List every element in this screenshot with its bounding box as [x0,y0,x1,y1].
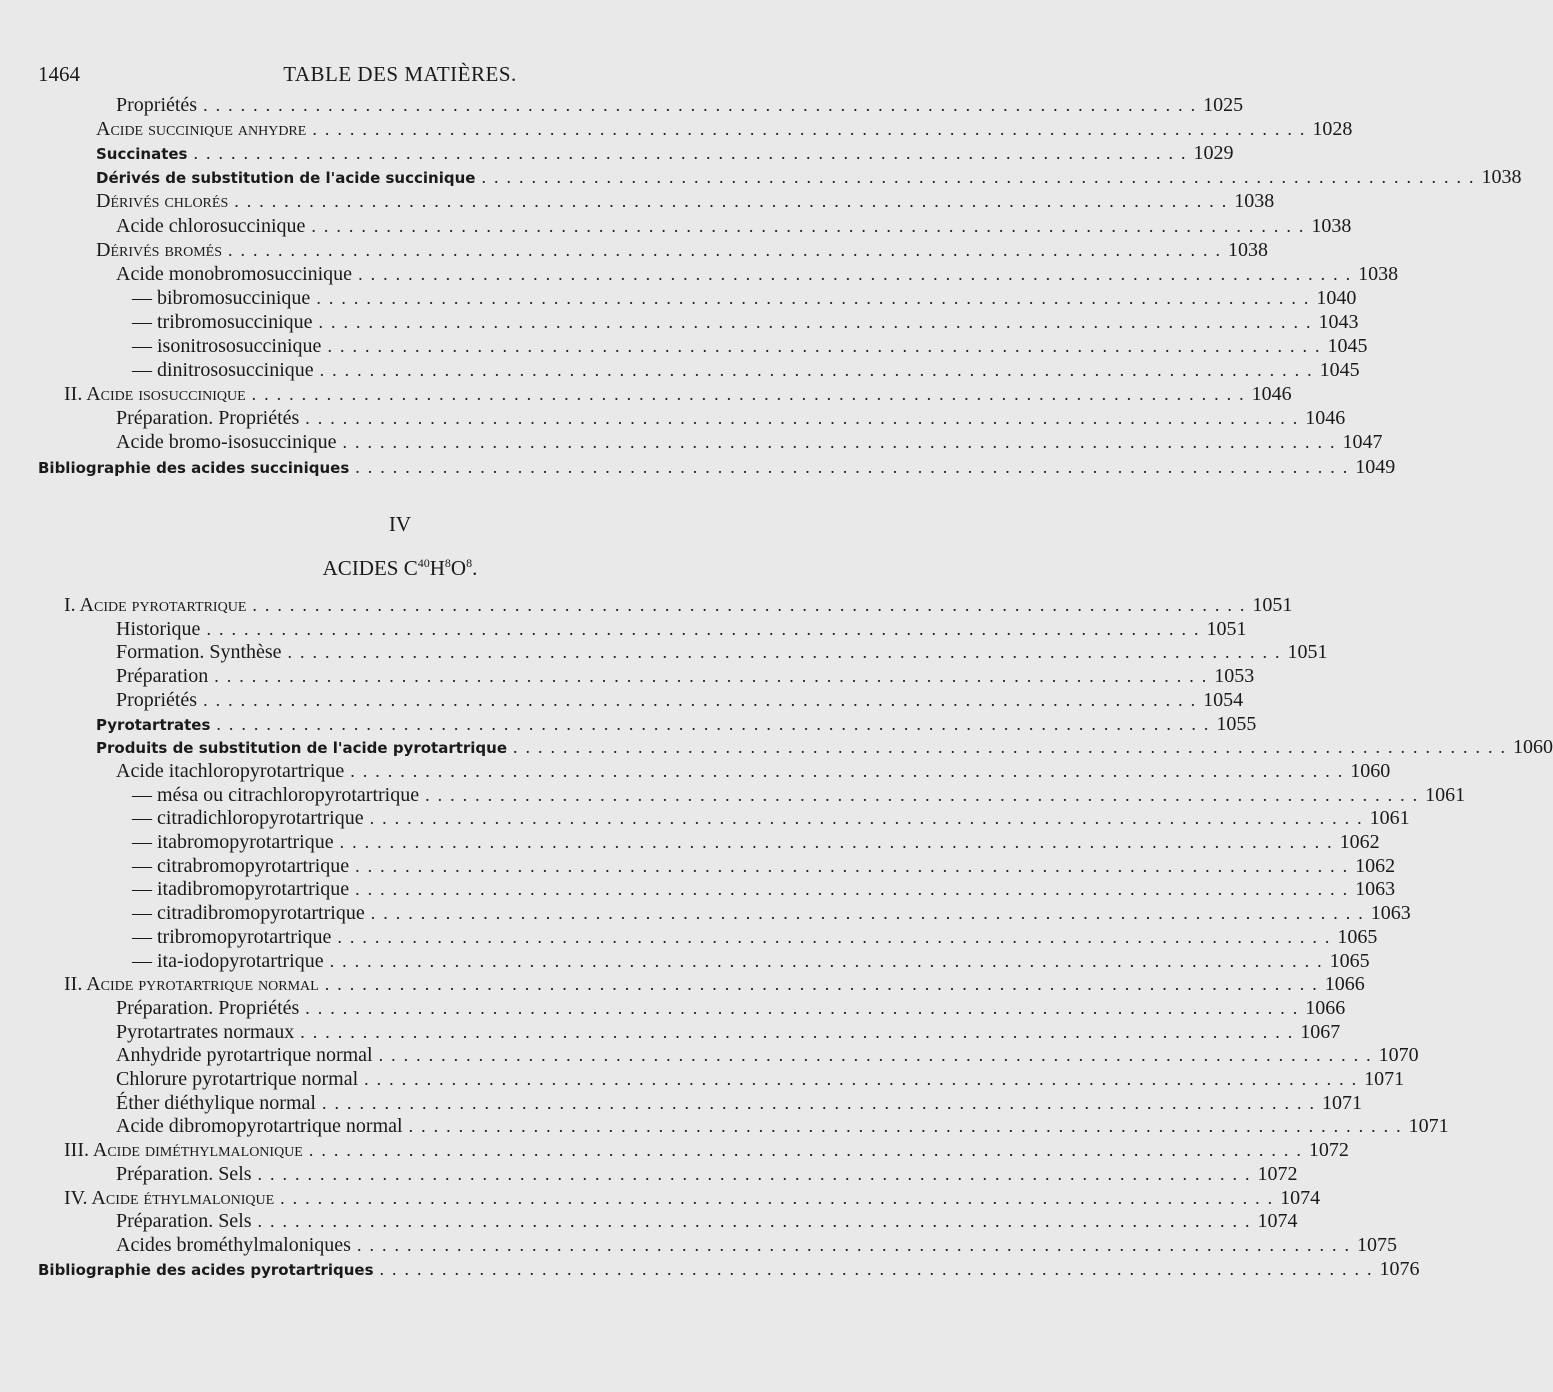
leader-dots: ................................................................................ [287,642,1288,663]
toc-entry-label: Formation. Synthèse [116,641,282,664]
toc-entry [116,1090,1362,1116]
leader-dots: ................................................................................ [337,926,1338,947]
toc-entry-page: 1060 [1350,759,1391,782]
leader-dots: ................................................................................ [203,689,1204,710]
toc-entry [96,711,1257,737]
leader-dots: ................................................................................ [300,1021,1301,1042]
toc-entry [132,309,1359,335]
toc-entry-label: — ita-iodopyrotartrique [132,949,324,972]
leader-dots: ................................................................................ [342,432,1343,453]
toc-entry-page: 1070 [1378,1044,1419,1067]
toc-entry [132,948,1370,974]
toc-entry-label: Bibliographie des acides pyrotartriques [38,1260,374,1279]
toc-entry-page: 1046 [1251,383,1292,406]
leader-dots: ................................................................................ [425,784,1426,805]
toc-entry-label: Éther diéthylique normal [116,1091,316,1114]
toc-entry [64,592,1293,618]
toc-entry [116,616,1247,642]
toc-entry [132,333,1368,359]
toc-entry [116,1208,1298,1234]
toc-entry [132,900,1411,926]
toc-entry-page: 1038 [1358,262,1399,285]
toc-entry-page: 1071 [1321,1091,1362,1114]
section-title: ACIDES $C^{40}H^8O^8$. [322,556,478,580]
toc-entry [64,1137,1349,1163]
toc-entry-page: 1053 [1214,665,1255,688]
toc-entry [96,734,1553,760]
toc-entry-label: — tribromopyrotartrique [132,925,332,948]
toc-entry-page: 1063 [1370,902,1411,925]
toc-entry [116,687,1244,713]
toc-entry-label: Acide succinique anhydre [96,118,307,141]
toc-entry-label: — dinitrososuccinique [132,359,314,382]
toc-entry-page: 1049 [1355,455,1396,478]
toc-entry [96,140,1234,166]
toc-entry [96,237,1269,263]
leader-dots: ................................................................................ [355,879,1356,900]
leader-dots: ................................................................................ [324,974,1325,995]
toc-entry-label: Pyrotartrates [96,715,211,734]
toc-entry [132,285,1357,311]
leader-dots: ................................................................................ [339,832,1340,852]
toc-entry-page: 1046 [1305,407,1346,430]
toc-entry [116,261,1399,287]
toc-entry-label: Acide monobromosuccinique [116,262,353,285]
toc-entry-label: — citrabromopyrotartrique [132,854,350,877]
leader-dots: ................................................................................ [355,855,1356,876]
toc-entry-label: Dérivés de substitution de l'acide succinique [96,169,476,188]
toc-entry-page: 1063 [1355,878,1396,901]
toc-entry-label: Bibliographie des acides succiniques [38,458,350,477]
toc-entry [116,1113,1449,1139]
toc-entry-label: Dérivés chlorés [96,190,229,213]
toc-entry [38,1256,1420,1282]
toc-entry-page: 1062 [1355,854,1396,877]
toc-entry-page: 1043 [1318,310,1359,333]
toc-entry-page: 1045 [1319,359,1360,382]
toc-entry [132,853,1396,879]
leader-dots: ................................................................................ [280,1187,1281,1208]
toc-entry-label: Succinates [96,145,188,164]
toc-entry-label: Pyrotartrates normaux [116,1020,295,1043]
toc-entry-page: 1038 [1228,238,1269,261]
toc-entry-label: II. Acide pyrotartrique normal [64,973,319,996]
toc-entry-label: III. Acide diméthylmalonique [64,1139,303,1162]
toc-entry-label: Chlorure pyrotartrique normal [116,1068,359,1090]
toc-entry-label: Préparation. Sels [116,1210,252,1233]
section-numeral: IV [388,512,412,536]
toc-entry [116,429,1383,455]
toc-entry [38,454,1396,480]
toc-entry-label: — bibromosuccinique [132,286,311,309]
leader-dots: ................................................................................ [234,191,1235,212]
toc-entry-page: 1066 [1305,996,1346,1019]
toc-entry-label: Préparation [116,665,209,688]
leader-dots: ................................................................................ [228,239,1229,260]
toc-entry-label: II. Acide isosuccinique [64,383,246,406]
toc-entry-label: Propriétés [116,688,198,711]
toc-entry [116,405,1346,431]
toc-entry-label: — tribromosuccinique [132,310,313,333]
toc-entry [116,1161,1298,1187]
toc-entry-page: 1028 [1312,118,1353,141]
toc-entry-page: 1067 [1300,1020,1341,1043]
leader-dots: ................................................................................ [252,595,1253,615]
toc-entry-page: 1072 [1257,1162,1298,1185]
leader-dots: ................................................................................ [312,119,1313,140]
toc-entry [116,758,1391,784]
leader-dots: ................................................................................ [327,336,1328,356]
toc-entry [132,829,1380,855]
toc-entry [116,639,1328,665]
toc-entry-page: 1065 [1337,925,1378,948]
toc-entry [116,995,1346,1021]
leader-dots: ................................................................................ [216,713,1217,734]
toc-entry-label: Acide dibromopyrotartrique normal [116,1115,403,1138]
toc-entry-page: 1060 [1513,736,1553,759]
toc-entry-label: — itabromopyrotartrique [132,831,334,853]
leader-dots: ................................................................................ [308,1140,1309,1161]
leader-dots: ................................................................................ [369,808,1370,829]
toc-entry-label: I. Acide pyrotartrique [64,594,247,616]
toc-entry [64,971,1365,997]
running-title: TABLE DES MATIÈRES. [283,62,517,86]
toc-entry [116,1066,1405,1092]
toc-entry-label: — mésa ou citrachloropyrotartrique [132,783,420,806]
toc-entry-label: Dérivés bromés [96,238,223,261]
toc-entry-page: 1066 [1324,973,1365,996]
leader-dots: ................................................................................ [206,618,1207,639]
leader-dots: ................................................................................ [316,287,1317,308]
toc-entry [116,1232,1397,1258]
leader-dots: ................................................................................ [311,215,1312,236]
toc-entry-page: 1029 [1193,142,1234,165]
toc-entry-label: Acide itachloropyrotartrique [116,759,345,782]
leader-dots: ................................................................................ [370,903,1371,924]
toc-entry-label: Produits de substitution de l'acide pyrotartrique [96,739,508,758]
leader-dots: ................................................................................ [319,360,1320,381]
toc-entry-page: 1047 [1342,431,1383,454]
toc-entry-page: 1072 [1308,1139,1349,1162]
toc-entry-label: Préparation. Propriétés [116,407,300,430]
toc-entry-page: 1071 [1408,1115,1449,1138]
leader-dots: ................................................................................ [350,760,1351,781]
leader-dots: ................................................................................ [251,384,1252,405]
toc-entry-page: 1065 [1329,949,1370,972]
leader-dots: ................................................................................ [364,1069,1365,1089]
leader-dots: ................................................................................ [203,95,1204,115]
toc-entry-page: 1074 [1280,1186,1321,1209]
toc-entry-page: 1055 [1216,712,1257,735]
leader-dots: ................................................................................ [257,1163,1258,1184]
toc-entry [132,876,1396,902]
toc-entry-page: 1076 [1379,1257,1420,1280]
toc-entry [96,164,1522,190]
toc-entry-page: 1054 [1203,688,1244,711]
toc-entry-label: Acides brométhylmaloniques [116,1233,351,1256]
leader-dots: ................................................................................ [318,311,1319,332]
toc-entry [132,357,1360,383]
toc-entry-label: Propriétés [116,94,198,116]
toc-entry [116,92,1244,118]
leader-dots: ................................................................................ [513,737,1514,758]
toc-entry [64,1185,1321,1211]
toc-entry-label: Historique [116,617,201,640]
leader-dots: ................................................................................ [358,263,1359,284]
leader-dots: ................................................................................ [378,1045,1379,1066]
toc-entry [64,381,1292,407]
toc-entry-label: Anhydride pyrotartrique normal [116,1044,373,1067]
toc-entry-page: 1051 [1252,594,1293,616]
leader-dots: ................................................................................ [214,666,1215,687]
page-number: 1464 [38,62,80,86]
toc-entry-page: 1038 [1481,166,1522,189]
toc-entry [96,116,1353,142]
toc-entry-label: IV. Acide éthylmalonique [64,1186,275,1209]
leader-dots: ................................................................................ [329,950,1330,971]
toc-entry-page: 1038 [1311,214,1352,237]
leader-dots: ................................................................................ [355,456,1356,477]
toc-entry [116,1019,1341,1045]
leader-dots: ................................................................................ [356,1234,1357,1255]
toc-entry-page: 1045 [1327,335,1368,357]
leader-dots: ................................................................................ [305,997,1306,1018]
leader-dots: ................................................................................ [481,167,1482,188]
toc-entry-page: 1040 [1316,286,1357,309]
toc-entry [96,188,1275,214]
toc-entry-label: Acide chlorosuccinique [116,214,306,237]
leader-dots: ................................................................................ [193,143,1194,164]
toc-entry [132,782,1466,808]
toc-entry-page: 1071 [1364,1068,1405,1090]
toc-entry-label: — itadibromopyrotartrique [132,878,350,901]
toc-entry [116,1042,1419,1068]
leader-dots: ................................................................................ [257,1211,1258,1232]
leader-dots: ................................................................................ [321,1092,1322,1113]
toc-entry-page: 1061 [1369,807,1410,830]
toc-entry-label: Acide bromo-isosuccinique [116,431,337,454]
toc-entry-label: Préparation. Propriétés [116,996,300,1019]
toc-entry-label: — citradibromopyrotartrique [132,902,365,925]
leader-dots: ................................................................................ [379,1258,1380,1279]
toc-entry-page: 1038 [1234,190,1275,213]
toc-entry-page: 1074 [1257,1210,1298,1233]
toc-entry-page: 1025 [1203,94,1244,116]
toc-entry [132,924,1378,950]
toc-entry-label: — isonitrososuccinique [132,335,322,357]
toc-entry-page: 1051 [1206,617,1247,640]
leader-dots: ................................................................................ [305,408,1306,429]
toc-entry-page: 1075 [1356,1233,1397,1256]
page-header [0,54,800,84]
toc-entry-page: 1062 [1339,831,1380,853]
toc-entry [116,663,1255,689]
toc-entry-label: — citradichloropyrotartrique [132,807,364,830]
toc-entry-label: Préparation. Sels [116,1162,252,1185]
leader-dots: ................................................................................ [408,1116,1409,1137]
toc-entry-page: 1051 [1287,641,1328,664]
toc-entry-page: 1061 [1425,783,1466,806]
toc-entry [116,213,1352,239]
toc-entry [132,805,1410,831]
